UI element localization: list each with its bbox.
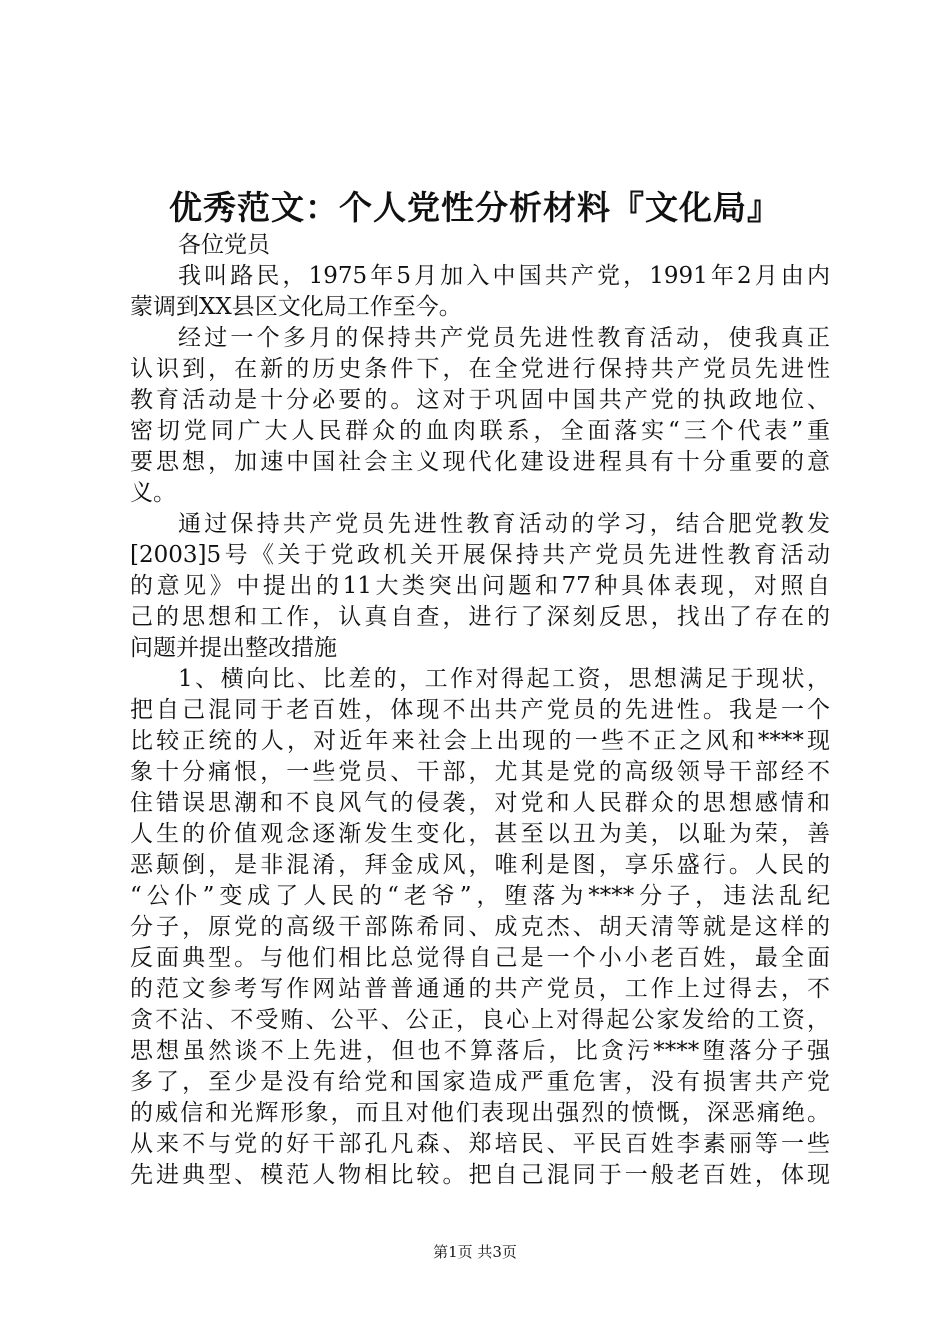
body-line: 义。	[130, 480, 176, 506]
body-line: 我叫路民，1975年5月加入中国共产党，1991年2月由内	[178, 263, 830, 289]
body-line: 多了，至少是没有给党和国家造成严重危害，没有损害共产党	[130, 1069, 830, 1095]
body-line: 人生的价值观念逐渐发生变化，甚至以丑为美，以耻为荣，善	[130, 821, 830, 847]
body-line: 住错误思潮和不良风气的侵袭，对党和人民群众的思想感情和	[130, 790, 830, 816]
body-line: [2003]5号《关于党政机关开展保持共产党员先进性教育活动	[130, 542, 830, 568]
page-footer: 第1页 共3页	[433, 1243, 517, 1261]
body-line: 把自己混同于老百姓，体现不出共产党员的先进性。我是一个	[130, 697, 830, 723]
body-line: 先进典型、模范人物相比较。把自己混同于一般老百姓，体现	[130, 1162, 830, 1188]
body-line: 反面典型。与他们相比总觉得自己是一个小小老百姓，最全面	[130, 945, 830, 971]
document-body	[130, 230, 830, 1191]
body-line: 贪不沾、不受贿、公平、公正，良心上对得起公家发给的工资，	[130, 1007, 830, 1033]
body-line: 象十分痛恨，一些党员、干部，尤其是党的高级领导干部经不	[130, 759, 830, 785]
body-line: 通过保持共产党员先进性教育活动的学习，结合肥党教发	[178, 511, 830, 537]
body-line: 的威信和光辉形象，而且对他们表现出强烈的愤慨，深恶痛绝。	[130, 1100, 830, 1126]
body-line: 比较正统的人，对近年来社会上出现的一些不正之风和****现	[130, 728, 830, 754]
body-line: “公仆”变成了人民的“老爷”，堕落为****分子，违法乱纪	[130, 883, 830, 909]
body-line: 密切党同广大人民群众的血肉联系，全面落实“三个代表”重	[130, 418, 830, 444]
body-line: 思想虽然谈不上先进，但也不算落后，比贪污****堕落分子强	[130, 1038, 830, 1064]
body-line: 的意见》中提出的11大类突出问题和77种具体表现，对照自	[130, 573, 830, 599]
body-line: 问题并提出整改措施	[130, 635, 337, 661]
document-title: 优秀范文：个人党性分析材料『文化局』	[169, 188, 781, 227]
body-line: 经过一个多月的保持共产党员先进性教育活动，使我真正	[178, 325, 830, 351]
body-line: 的范文参考写作网站普普通通的共产党员，工作上过得去，不	[130, 976, 830, 1002]
body-line: 蒙调到XX县区文化局工作至今。	[130, 294, 462, 320]
body-line: 教育活动是十分必要的。这对于巩固中国共产党的执政地位、	[130, 387, 830, 413]
body-line: 分子，原党的高级干部陈希同、成克杰、胡天清等就是这样的	[130, 914, 830, 940]
body-line: 认识到，在新的历史条件下，在全党进行保持共产党员先进性	[130, 356, 830, 382]
body-line: 从来不与党的好干部孔凡森、郑培民、平民百姓李素丽等一些	[130, 1131, 830, 1157]
body-line: 恶颠倒，是非混淆，拜金成风，唯利是图，享乐盛行。人民的	[130, 852, 830, 878]
body-line: 要思想，加速中国社会主义现代化建设进程具有十分重要的意	[130, 449, 830, 475]
body-line: 1、横向比、比差的，工作对得起工资，思想满足于现状，	[178, 666, 830, 692]
body-line: 各位党员	[178, 232, 270, 258]
body-line: 己的思想和工作，认真自查，进行了深刻反思，找出了存在的	[130, 604, 830, 630]
